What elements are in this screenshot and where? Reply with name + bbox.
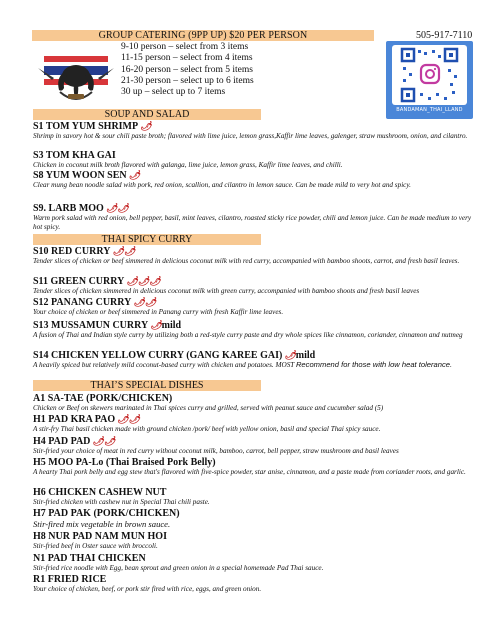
item-description: Stir-fried beef in Oster sauce with broccoli. (33, 542, 158, 550)
chili-icon: 🌶🌶 (133, 297, 157, 307)
qr-code-card[interactable] (386, 41, 473, 119)
menu-item-s9 (33, 203, 473, 232)
menu-item-h4 (33, 436, 473, 456)
item-title: S8 YUM WOON SEN (33, 170, 127, 181)
catering-tiers (121, 42, 254, 98)
item-note: Recommend for those with low heat tolerance. (295, 360, 453, 369)
menu-item-h1 (33, 414, 473, 434)
chili-icon: 🌶 (128, 170, 141, 180)
catering-header: GROUP CATERING (9PP UP) $20 PER PERSON (32, 30, 374, 41)
menu-item-s14 (33, 350, 473, 370)
tier-item: 21-30 person – select up to 6 items (121, 75, 254, 86)
item-title: H6 CHICKEN CASHEW NUT (33, 487, 167, 498)
tier-item: 16-20 person – select from 5 items (121, 64, 253, 75)
chili-icon: 🌶🌶 (112, 246, 136, 256)
menu-item-s11 (33, 276, 473, 296)
chili-icon: 🌶🌶 (105, 203, 129, 213)
item-title: S14 CHICKEN YELLOW CURRY (GANG KAREE GAI) (33, 350, 283, 361)
section-thai-spicy-curry: THAI SPICY CURRY (33, 234, 261, 245)
item-title: H8 NUR PAD NAM MUN HOI (33, 531, 167, 542)
menu-item-s8 (33, 170, 473, 190)
section-special-dishes: THAI’S SPECIAL DISHES (33, 380, 261, 391)
item-title: S3 TOM KHA GAI (33, 150, 116, 161)
chili-icon: 🌶 (284, 350, 296, 360)
item-title: A1 SA-TAE (PORK/CHICKEN) (33, 393, 173, 404)
menu-item-s1 (33, 121, 473, 141)
menu-item-h7 (33, 508, 473, 529)
menu-item-s12 (33, 297, 473, 317)
tier-item: 30 up – select up to 7 items (121, 87, 226, 98)
restaurant-logo (34, 48, 118, 110)
mild-label: mild (161, 320, 182, 331)
item-description: Shrimp in savory hot & sour chili paste broth; flavored with lime juice, lemon grass,Kaffir lime leaves, galenger, straw mushroom, onion, and cilantro. (33, 132, 468, 140)
chili-icon: 🌶🌶🌶 (126, 276, 161, 286)
item-description: Stir-fried chicken with cashew nut in Special Thai chili paste. (33, 498, 210, 506)
menu-item-h8 (33, 531, 473, 551)
item-title: S9. LARB MOO (33, 203, 104, 214)
item-description: Your choice of chicken, beef, or pork stir fired with rice, eggs, and green onion. (33, 585, 262, 593)
item-description: Your choice of chicken or beef simmered in Panang curry with fresh Kaffir lime leaves. (33, 308, 284, 316)
tier-item: 9-10 person – select from 3 items (121, 42, 249, 52)
chili-icon: 🌶 (140, 121, 152, 131)
mild-label: mild (295, 350, 316, 361)
item-description: Clear mung bean noodle salad with pork, red onion, scallion, and cilantro in lemon sauce. Can be made mild to very hot and spicy. (33, 181, 411, 189)
item-title: S12 PANANG CURRY (33, 297, 132, 308)
chili-icon: 🌶🌶 (117, 414, 140, 424)
item-description: Stir-fried your choice of meat in red curry without coconut milk, bamboo, carrot, bell pepper, straw mushroom and basil leaves (33, 447, 399, 455)
menu-item-r1 (33, 574, 473, 594)
item-description: Chicken in coconut milk broth flavored with galanga, lime juice, lemon grass, Kaffir lime leaves, and chilli. (33, 161, 343, 169)
tier-item: 11-15 person – select from 4 items (121, 53, 253, 64)
chili-icon: 🌶🌶 (92, 436, 116, 446)
item-description: A heavily spiced but relatively mild coconut-based curry with chicken and potatoes. MOST (33, 361, 295, 369)
item-title: S1 TOM YUM SHRIMP (33, 121, 139, 132)
item-title: S13 MUSSAMUN CURRY (33, 320, 149, 331)
item-description: A fusion of Thai and Indian style curry by utilizing both a red-style curry paste and dry whole spices like cinnamon, coriander, cinnamon and nutmeg (33, 331, 463, 339)
menu-item-s13 (33, 320, 473, 340)
item-title: H5 MOO PA-Lo (Thai Braised Pork Belly) (33, 457, 216, 468)
menu-item-n1 (33, 553, 473, 573)
qr-label: BANDAMAN_THAI_LLAND (396, 107, 463, 113)
qr-code-icon (392, 45, 467, 105)
phone-number: 505-917-7110 (416, 30, 473, 41)
item-description: A hearty Thai pork belly and egg stew that's flavored with five-spice powder, star anise, cinnamon, and a paste made from coriander roots, and garlic. (33, 468, 466, 476)
menu-item-s3 (33, 150, 473, 170)
item-title: R1 FRIED RICE (33, 574, 107, 585)
menu-item-a1 (33, 393, 473, 413)
item-title: H1 PAD KRA PAO (33, 414, 116, 425)
menu-item-s10 (33, 246, 473, 266)
item-description: A stir-fry Thai basil chicken made with ground chicken /pork/ beef with yellow onion, basil and special Thai spicy sauce. (33, 425, 381, 433)
item-description: Tender slices of chicken simmered in delicious coconut milk with green curry, accompanied with bamboo shoots and fresh basil leaves (33, 287, 420, 295)
item-description: Tender slices of chicken or beef simmered in delicious coconut milk with red curry, accompanied with bamboo shoots, carrot, and fresh basil leaves. (33, 257, 460, 265)
menu-item-h5 (33, 457, 473, 477)
item-title: S11 GREEN CURRY (33, 276, 125, 287)
item-description: Warm pork salad with red onion, bell pepper, basil, mint leaves, cilantro, roasted sticky rice powder, chili and lemon juice. Can be made medium to very hot spicy. (33, 214, 472, 231)
item-description: Stir-fried rice noodle with Egg, bean sprout and green onion in a special homemade Pad Thai sauce. (33, 564, 324, 572)
item-title: H4 PAD PAD (33, 436, 91, 447)
item-description: Stir-fired mix vegetable in brown sauce. (33, 519, 171, 529)
section-soup-salad: SOUP AND SALAD (33, 109, 261, 120)
item-title: N1 PAD THAI CHICKEN (33, 553, 146, 564)
item-description: Chicken or Beef on skewers marinated in Thai spices curry and grilled, served with peanut sauce and cucumber salad (5) (33, 404, 384, 412)
chili-icon: 🌶 (150, 320, 162, 330)
item-title: S10 RED CURRY (33, 246, 111, 257)
item-title: H7 PAD PAK (PORK/CHICKEN) (33, 508, 180, 519)
menu-item-h6 (33, 487, 473, 507)
